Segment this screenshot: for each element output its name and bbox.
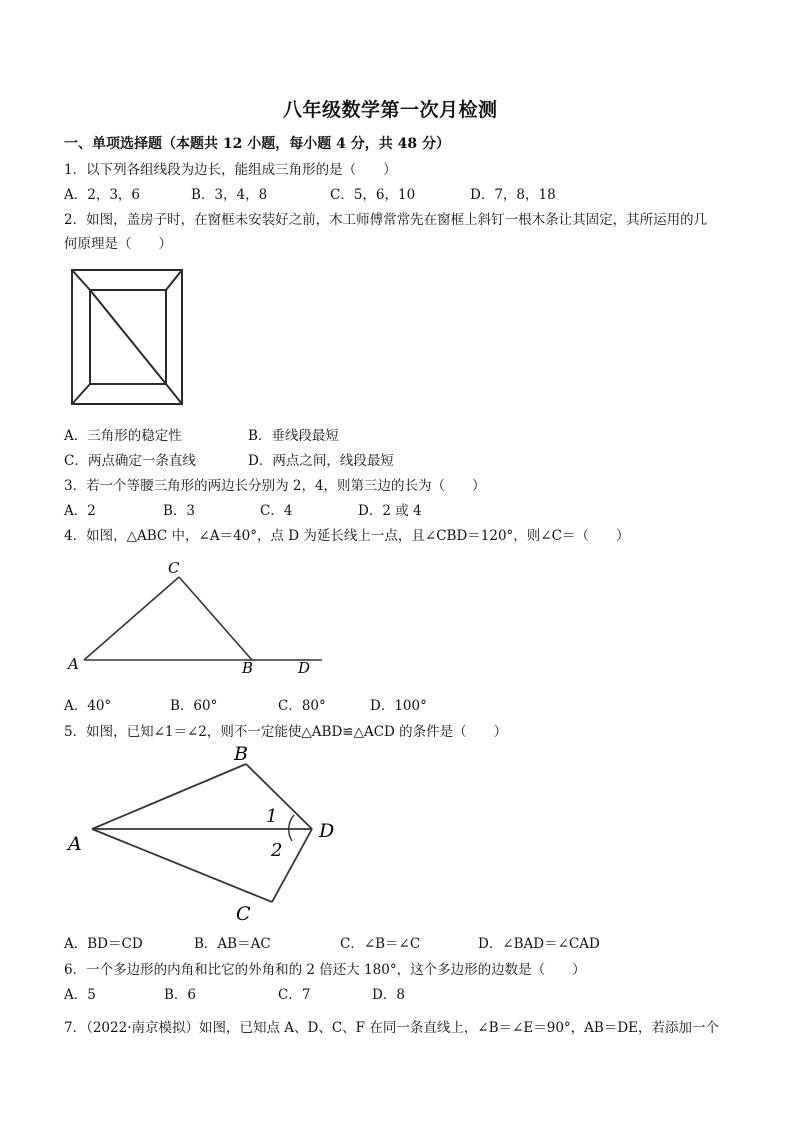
q4-option-a: A．40° (64, 698, 112, 714)
q4-option-c: C．80° (278, 698, 326, 714)
q1-option-c: C．5，6，10 (330, 187, 416, 203)
q5-option-a: A．BD＝CD (64, 936, 143, 952)
q5-option-c: C．∠B＝∠C (340, 936, 421, 952)
question-4: 4．如图，△ABC 中，∠A＝40°，点 D 为延长线上一点，且∠CBD＝120°，则∠C＝（ ） (64, 528, 630, 544)
q1-option-b: B．3，4，8 (191, 187, 268, 203)
question-6: 6．一个多边形的内角和比它的外角和的 2 倍还大 180°，这个多边形的边数是（ ） (64, 962, 586, 978)
q6-option-c: C．7 (278, 987, 311, 1003)
label-b: B (234, 743, 248, 765)
q3-option-d: D．2 或 4 (358, 503, 422, 519)
q6-option-d: D．8 (372, 987, 405, 1003)
angle-arc-d (289, 815, 294, 841)
q1-option-d: D．7，8，18 (470, 187, 556, 203)
question-2-line-2: 何原理是（ ） (64, 236, 172, 252)
label-a: A (68, 833, 82, 855)
label-c: C (236, 903, 251, 925)
label-d: D (298, 659, 311, 677)
q6-option-b: B．6 (164, 987, 197, 1003)
q6-option-a: A．5 (64, 987, 96, 1003)
segment-ac (92, 829, 272, 902)
question-5: 5．如图，已知∠1＝∠2，则不一定能使△ABD≌△ACD 的条件是（ ） (64, 724, 508, 740)
angle-label-1: 1 (266, 806, 278, 827)
q2-option-b: B．垂线段最短 (248, 428, 339, 444)
page-title: 八年级数学第一次月检测 (283, 99, 498, 121)
q1-option-a: A．2，3，6 (64, 187, 141, 203)
triangle-abc-figure (64, 555, 334, 675)
label-c: C (168, 559, 180, 577)
label-d: D (319, 820, 335, 842)
label-a: A (68, 655, 79, 673)
question-1: 1．以下列各组线段为边长，能组成三角形的是（ ） (64, 162, 397, 178)
q3-option-a: A．2 (64, 503, 96, 519)
question-3: 3．若一个等腰三角形的两边长分别为 2，4，则第三边的长为（ ） (64, 478, 486, 494)
q2-option-d: D．两点之间，线段最短 (248, 453, 394, 469)
kite-abdc-figure (64, 742, 354, 924)
segment-bd (246, 764, 312, 829)
side-ac (84, 577, 179, 660)
question-7: 7．（2022·南京模拟）如图，已知点 A、D、C、F 在同一条直线上，∠B＝∠E＝90°，AB＝DE，若添加一个 (64, 1020, 720, 1036)
diagonal-brace (90, 290, 166, 384)
q3-option-c: C．4 (260, 503, 293, 519)
window-frame-figure (70, 268, 185, 408)
q5-option-d: D．∠BAD＝∠CAD (478, 936, 600, 952)
q2-option-c: C．两点确定一条直线 (64, 453, 196, 469)
question-2-line-1: 2．如图，盖房子时，在窗框未安装好之前，木工师傅常常先在窗框上斜钉一根木条让其固定，其所运用的几 (64, 212, 708, 228)
q4-option-d: D．100° (370, 698, 427, 714)
q5-option-b: B．AB＝AC (194, 936, 271, 952)
segment-ab (92, 764, 246, 829)
q2-option-a: A．三角形的稳定性 (64, 428, 182, 444)
angle-label-2: 2 (271, 840, 283, 861)
q3-option-b: B．3 (163, 503, 196, 519)
label-b: B (242, 659, 254, 677)
q4-option-b: B．60° (170, 698, 218, 714)
side-cb (179, 577, 252, 660)
section-heading: 一、单项选择题（本题共 12 小题，每小题 4 分，共 48 分） (64, 136, 450, 152)
